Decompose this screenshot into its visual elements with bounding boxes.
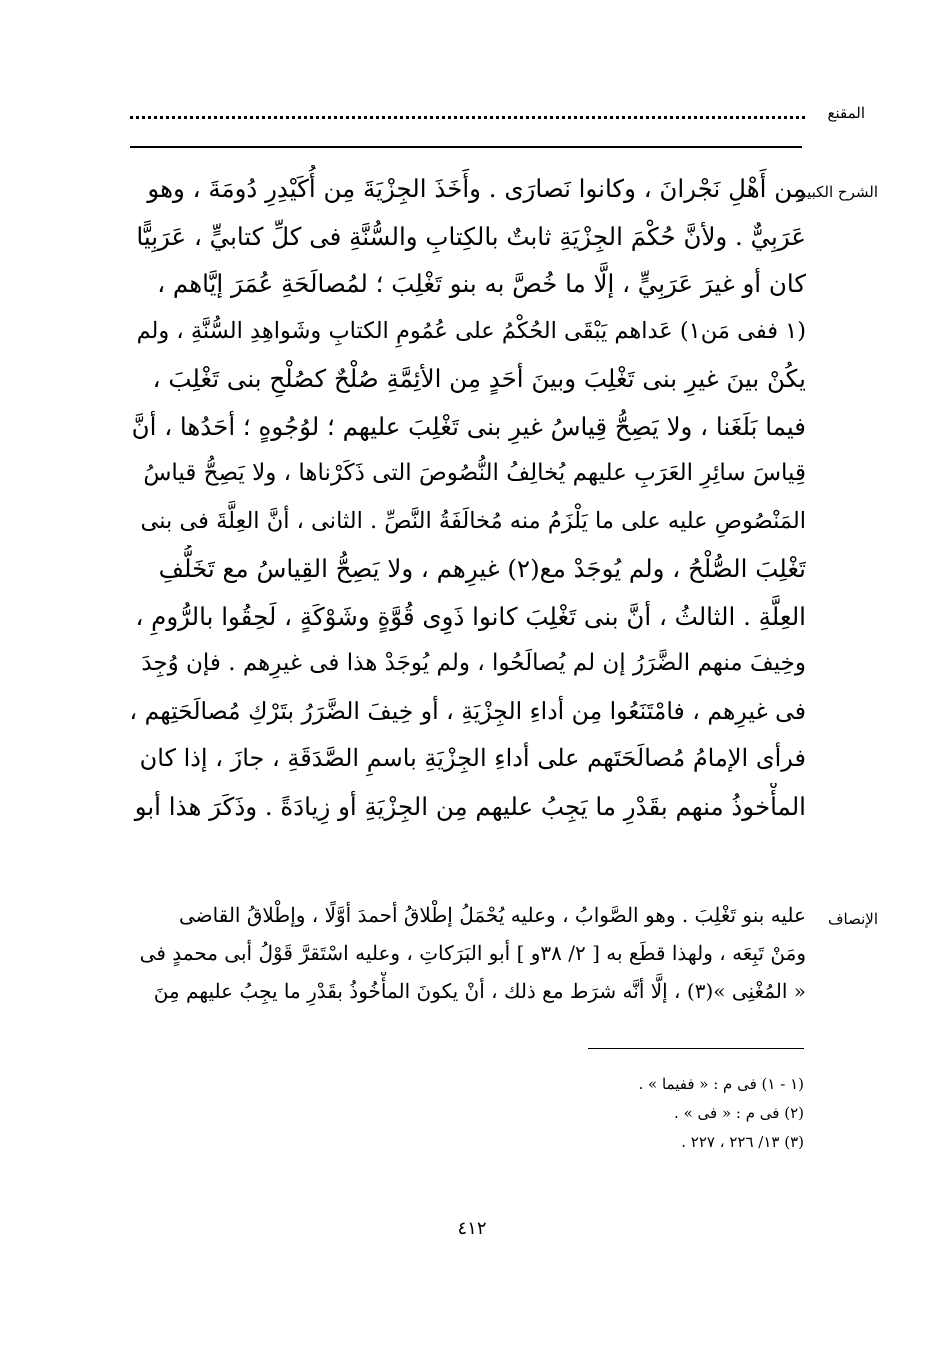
footnote-3: (٣) ١٣/ ٢٢٦ ، ٢٢٧ . [681, 1133, 804, 1151]
page-number: ٤١٢ [457, 1218, 487, 1239]
running-header [130, 98, 865, 138]
label-insaf: الإنصاف [827, 910, 878, 928]
header-dotted-rule [130, 116, 805, 119]
main-line: عَرَبِيٌّ . ولأنَّ حُكْمَ الجِزْيَةِ ثابتٌ بالكِتابِ والسُّنَّةِ فى كلِّ كتابيٍّ ، عَرَبِيًّا [136, 221, 806, 251]
main-line: يكُنْ بينَ غيرِ بنى تَغْلِبَ وبينَ أحَدٍ مِن الأئِمَّةِ صُلْحٌ كصُلْحِ بنى تَغْلِبَ ، [152, 364, 806, 393]
main-line: فى غيرِهم ، فامْتَنَعُوا مِن أداءِ الجِزْيَةِ ، أو خِيفَ الضَّرَرُ بتَرْكِ مُصالَحَتِهم ، [130, 696, 806, 725]
insaf-line: عليه بنو تَغْلِبَ . وهو الصَّوابُ ، وعليه يُحْمَلُ إطْلاقُ أحمدَ أوَّلًا ، وإطْلاقُ القاضى [178, 903, 806, 927]
main-line: قِياسَ سائِرِ العَرَبِ عليهم يُخالِفُ النُّصُوصَ التى ذَكَرْناها ، ولا يَصِحُّ قياسُ [143, 460, 806, 486]
footnotes [430, 1070, 804, 1157]
insaf-line: « المُغْنِى »(٣) ، إلَّا أنَّه شرَط مع ذلك ، أنْ يكونَ المأْخُوذُ بقَدْرِ ما يجِبُ عليهم مِنَ [153, 979, 806, 1003]
main-text-block [130, 165, 806, 830]
footnote-2: (٢) فى م : « فى » . [674, 1104, 804, 1122]
footnote-rule [588, 1048, 804, 1049]
insaf-text-block [130, 896, 806, 1010]
main-line: كان أو غيرَ عَرَبِيٍّ ، إلَّا ما خُصَّ به بنو تَغْلِبَ ؛ لمُصالَحَةِ عُمَرَ إيَّاهم ، [157, 269, 806, 298]
main-line: (١ ففى مَن١) عَداهم يَبْقَى الحُكْمُ على عُمُومِ الكتابِ وشَواهِدِ السُّنَّةِ ، ولم [136, 317, 806, 344]
main-line: تَغْلِبَ الصُّلْحُ ، ولم يُوجَدْ مع(٢) غيرِهم ، ولا يَصِحُّ القِياسُ مع تَخَلُّفِ [158, 554, 806, 583]
insaf-line: ومَنْ تَبِعَه ، ولهذا قطَع به [ ٢/ ٣٨و ] أبو البَرَكاتِ ، وعليه اسْتَقرَّ قَوْلُ أبى محمدٍ فى [139, 941, 806, 965]
main-line: فرأى الإمامُ مُصالَحَتَهم على أداءِ الجِزْيَةِ باسمِ الصَّدَقَةِ ، جازَ ، إذا كان [139, 744, 806, 772]
main-line: المَنْصُوصِ عليه على ما يَلْزَمُ منه مُخالَفَةُ النَّصِّ . الثانى ، أنَّ العِلَّةَ فى بنى [140, 507, 806, 534]
main-line: المأْخوذُ منهم بقَدْرِ ما يَجِبُ عليهم مِن الجِزْيَةِ أو زِيادَةً . وذَكَرَ هذا أبو [134, 791, 806, 821]
main-line: مِن أَهْلِ نَجْرانَ ، وكانوا نَصارَى . وأَخَذَ الجِزْيَةَ مِن أُكَيْدِرِ دُومَةَ ، وهو [147, 174, 806, 203]
main-line: فيما بَلَغَنا ، ولا يَصِحُّ قِياسُ غيرِ بنى تَغْلِبَ عليهم ؛ لوُجُوهٍ ؛ أحَدُها ، أنَّ [131, 411, 806, 441]
top-rule [130, 146, 802, 148]
main-line: وخِيفَ منهم الضَّرَرُ إن لم يُصالَحُوا ، ولم يُوجَدْ هذا فى غيرِهم . فإن وُجِدَ [141, 650, 806, 676]
main-line: العِلَّةِ . الثالثُ ، أنَّ بنى تَغْلِبَ كانوا ذَوِى قُوَّةٍ وشَوْكَةٍ ، لَحِقُوا بالرُّومِ ، [135, 601, 806, 631]
label-sharh-kabir: الشرح الكبير [798, 183, 878, 201]
header-title: المقنع [827, 104, 865, 122]
footnote-1: (١ - ١) فى م : « ففيما » . [638, 1075, 804, 1093]
